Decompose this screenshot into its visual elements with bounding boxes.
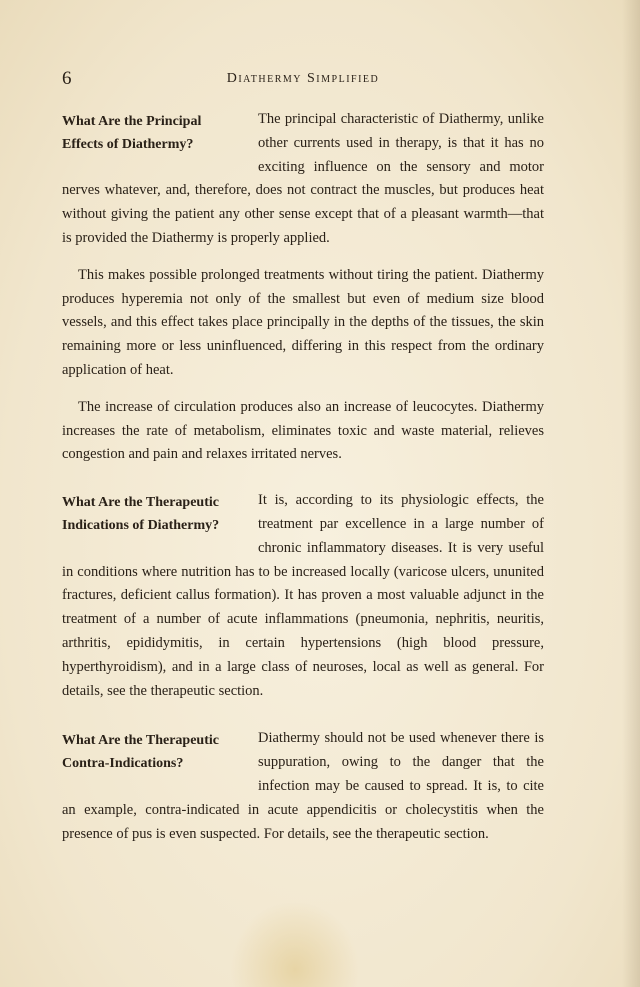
paragraph: It is, according to its physiologic effects, the treatment par excellence in a large number of chronic inflammatory diseases. It is very useful in conditions where nutrition has to be increased locally (varicose ulcers, ununited fractures, deficient callus formation). It has proven a most valuable adjunct in the treatment of a number of acute inflammations (pneumonia, nephritis, neuritis, arthritis, epididymitis, in certain hypertensions (high blood pressure, hyperthyroidism), and in a large class of neuroses, local as well as general. For details, see the therapeutic section. bbox=[62, 492, 544, 699]
running-title: Diathermy Simplified bbox=[226, 71, 380, 86]
page-header bbox=[62, 68, 544, 92]
page-content bbox=[62, 108, 544, 870]
paragraph: The increase of circulation produces also an increase of leucocytes. Diathermy increases the rate of metabolism, eliminates toxic and waste material, relieves congestion and pain and relaxes irritated nerves. bbox=[62, 398, 544, 463]
section-heading: What Are the Principal Effects of Diathermy? bbox=[62, 114, 202, 152]
section-principal-effects bbox=[62, 108, 544, 467]
section-contra-indications bbox=[62, 727, 544, 846]
page-edge-shadow bbox=[622, 0, 640, 987]
section-heading: What Are the Therapeutic Indications of Diathermy? bbox=[62, 495, 220, 534]
paragraph: The principal characteristic of Diathermy, unlike other currents used in therapy, is that it has no exciting influence on the sensory and motor nerves whatever, and, therefore, does not contract the muscles, but produces heat without giving the patient any other sense except that of a pleasant warmth—that is provided the Diathermy is properly applied. bbox=[62, 111, 544, 246]
paragraph: This makes possible prolonged treatments without tiring the patient. Diathermy produces hyperemia not only of the smallest but even of medium size blood vessels, and this effect takes place principally in the depths of the tissues, the skin remaining more or less uninfluenced, differing in this respect from the ordinary application of heat. bbox=[62, 266, 544, 378]
paper-stain bbox=[230, 900, 360, 987]
section-heading: What Are the Therapeutic Contra-Indications? bbox=[62, 733, 219, 772]
paragraph: Diathermy should not be used whenever there is suppuration, owing to the danger that the infection may be caused to spread. It is, to cite an example, contra-indicated in acute appendicitis or cholecystitis when the presence of pus is even suspected. For details, see the therapeutic section. bbox=[62, 730, 544, 842]
page-number: 6 bbox=[62, 68, 72, 89]
section-therapeutic-indications bbox=[62, 489, 544, 703]
